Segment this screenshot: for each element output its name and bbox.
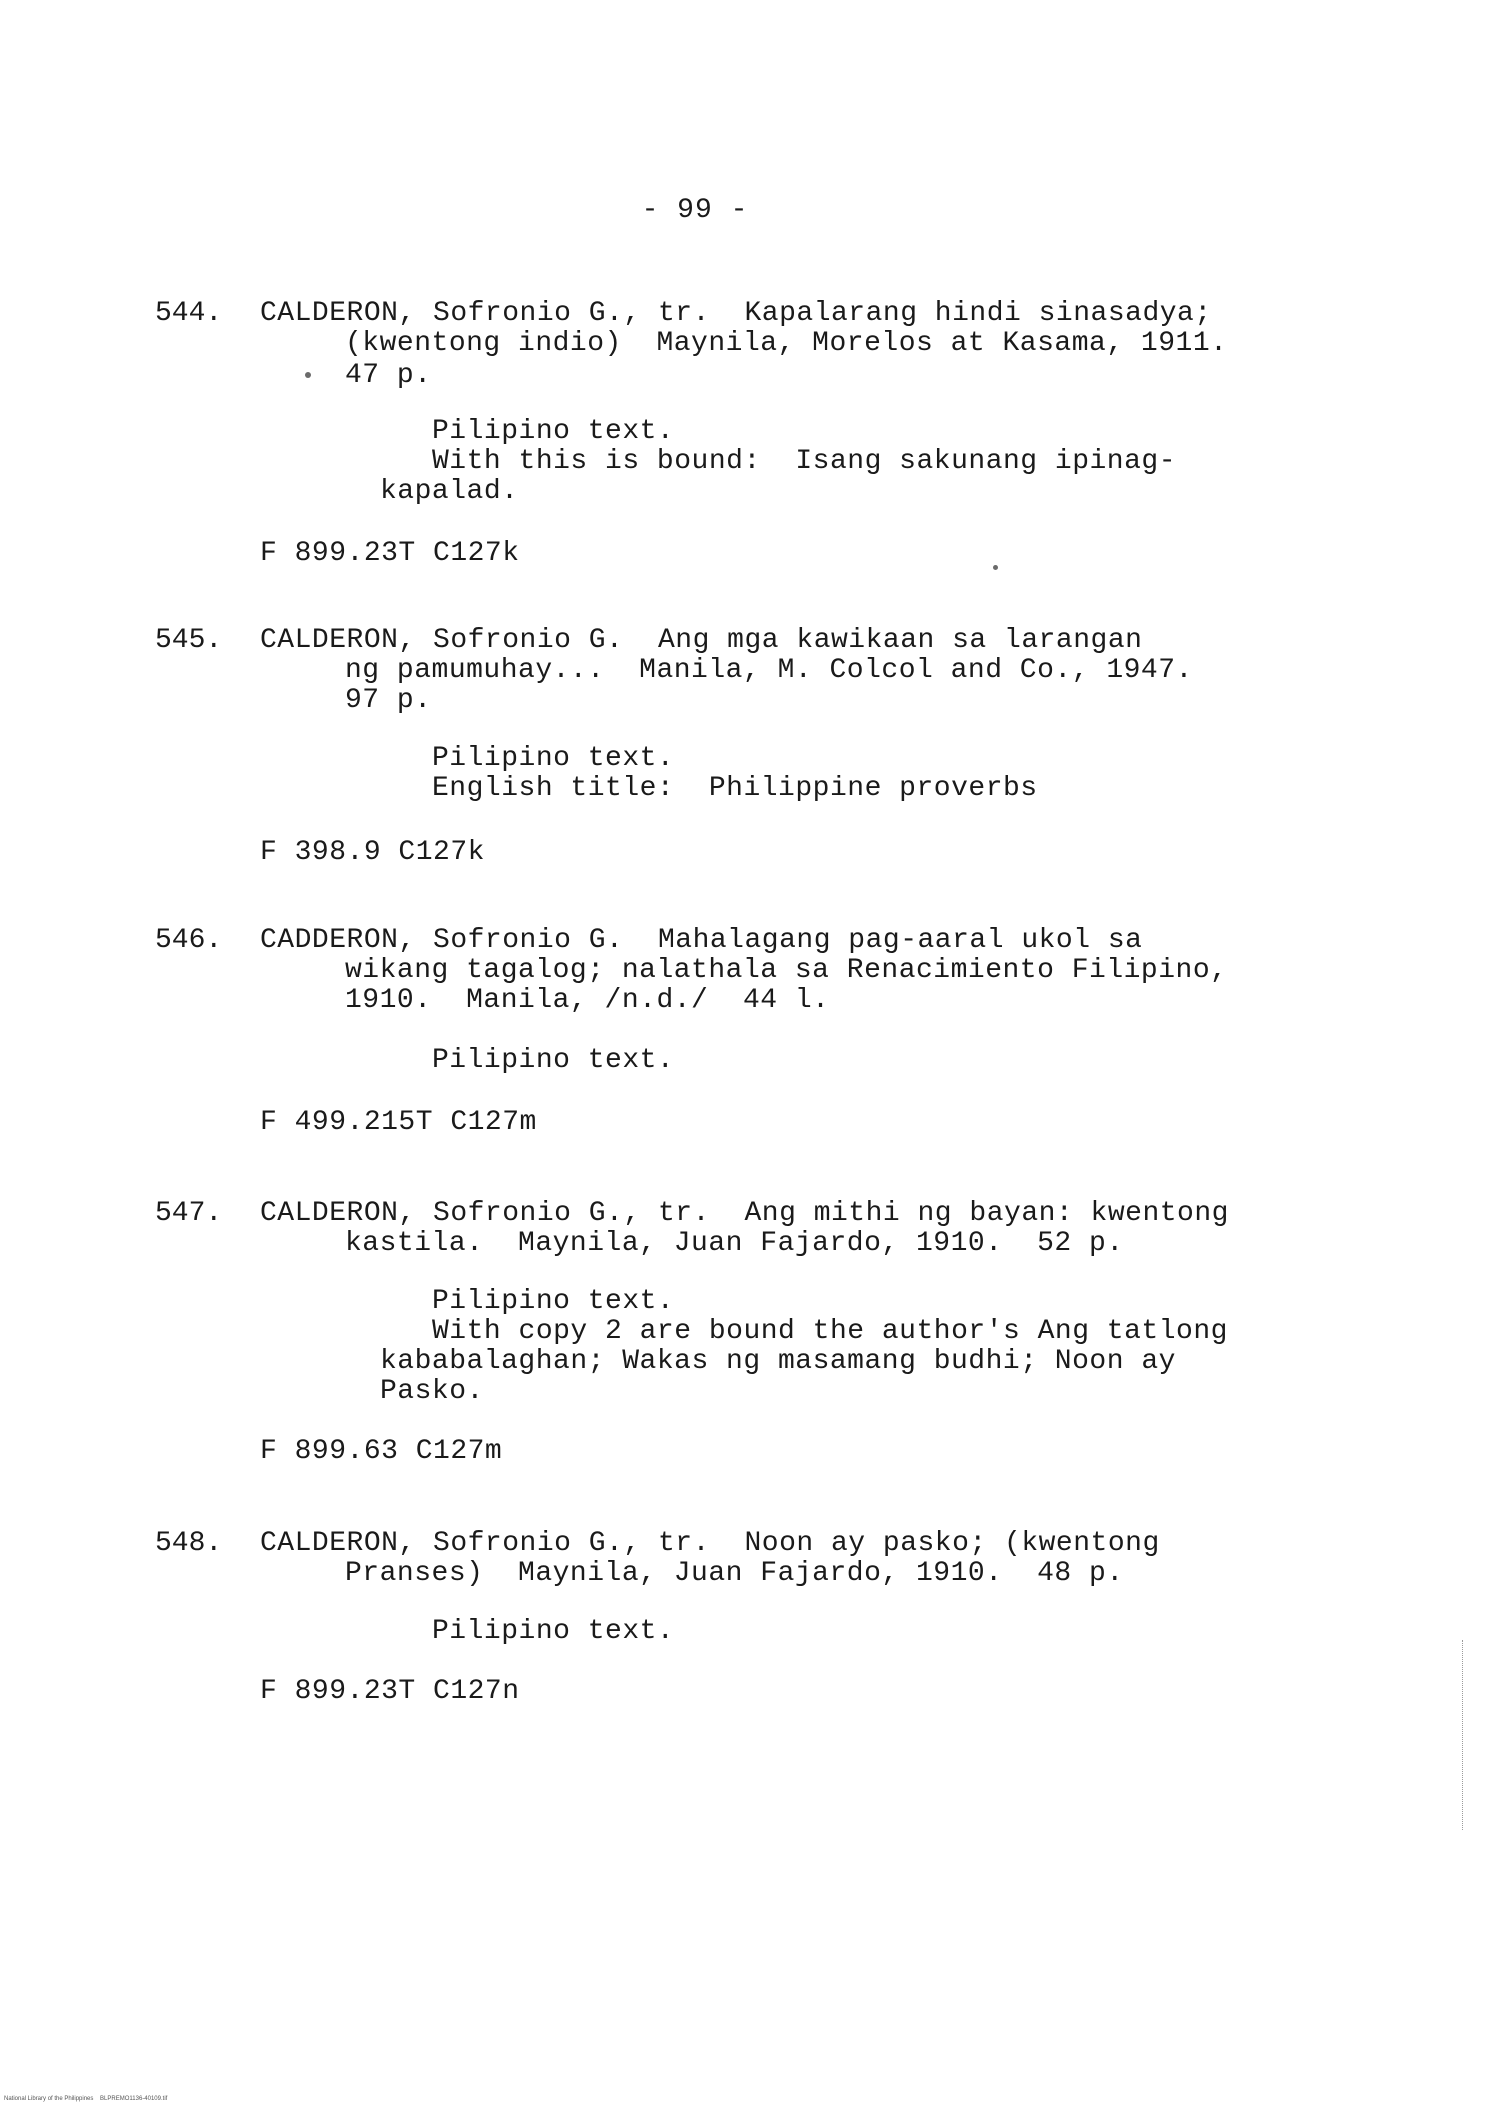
scan-speck — [993, 565, 998, 570]
entry-continuation-line: Pranses) Maynila, Juan Fajardo, 1910. 48 p. — [345, 1558, 1124, 1589]
entry-note: Pilipino text. — [432, 1045, 675, 1076]
entry-number: 544. — [155, 298, 223, 329]
entry-heading-line: CALDERON, Sofronio G., tr. Noon ay pasko; (kwentong — [260, 1528, 1160, 1559]
entry-note: Pilipino text. — [432, 743, 675, 774]
entry-continuation-line: 97 p. — [345, 685, 432, 716]
entry-heading-line: CALDERON, Sofronio G., tr. Ang mithi ng bayan: kwentong — [260, 1198, 1229, 1229]
entry-number: 547. — [155, 1198, 223, 1229]
call-number: F 398.9 C127k — [260, 837, 485, 868]
entry-continuation-line: kastila. Maynila, Juan Fajardo, 1910. 52 p. — [345, 1228, 1124, 1259]
call-number: F 899.63 C127m — [260, 1436, 503, 1467]
scan-footer: National Library of the Philippines BLPREMO1136-40109.tif — [4, 2096, 168, 2102]
entry-note: With this is bound: Isang sakunang ipinag- — [432, 446, 1177, 477]
entry-number: 545. — [155, 625, 223, 656]
scan-edge-marks — [1462, 1640, 1477, 1830]
scan-speck — [305, 372, 311, 378]
entry-note: kababalaghan; Wakas ng masamang budhi; Noon ay — [380, 1346, 1176, 1377]
entry-heading-line: CALDERON, Sofronio G. Ang mga kawikaan sa larangan — [260, 625, 1143, 656]
entry-continuation-line: 47 p. — [345, 360, 432, 391]
entry-note: Pilipino text. — [432, 1286, 675, 1317]
call-number: F 899.23T C127k — [260, 538, 520, 569]
entry-continuation-line: wikang tagalog; nalathala sa Renacimiento Filipino, — [345, 955, 1228, 986]
entry-continuation-line: (kwentong indio) Maynila, Morelos at Kasama, 1911. — [345, 328, 1228, 359]
entry-continuation-line: 1910. Manila, /n.d./ 44 l. — [345, 985, 830, 1016]
entry-note: Pasko. — [380, 1376, 484, 1407]
entry-note: Pilipino text. — [432, 1616, 675, 1647]
call-number: F 899.23T C127n — [260, 1676, 520, 1707]
entry-number: 546. — [155, 925, 223, 956]
entry-heading-line: CALDERON, Sofronio G., tr. Kapalarang hindi sinasadya; — [260, 298, 1212, 329]
call-number: F 499.215T C127m — [260, 1107, 537, 1138]
entry-note: kapalad. — [380, 476, 519, 507]
entry-note: Pilipino text. — [432, 416, 675, 447]
entry-note: With copy 2 are bound the author's Ang tatlong — [432, 1316, 1228, 1347]
entry-heading-line: CADDERON, Sofronio G. Mahalagang pag-aaral ukol sa — [260, 925, 1143, 956]
entry-number: 548. — [155, 1528, 223, 1559]
page-number: - 99 - — [641, 195, 749, 226]
entry-continuation-line: ng pamumuhay... Manila, M. Colcol and Co., 1947. — [345, 655, 1193, 686]
entry-note: English title: Philippine proverbs — [432, 773, 1038, 804]
